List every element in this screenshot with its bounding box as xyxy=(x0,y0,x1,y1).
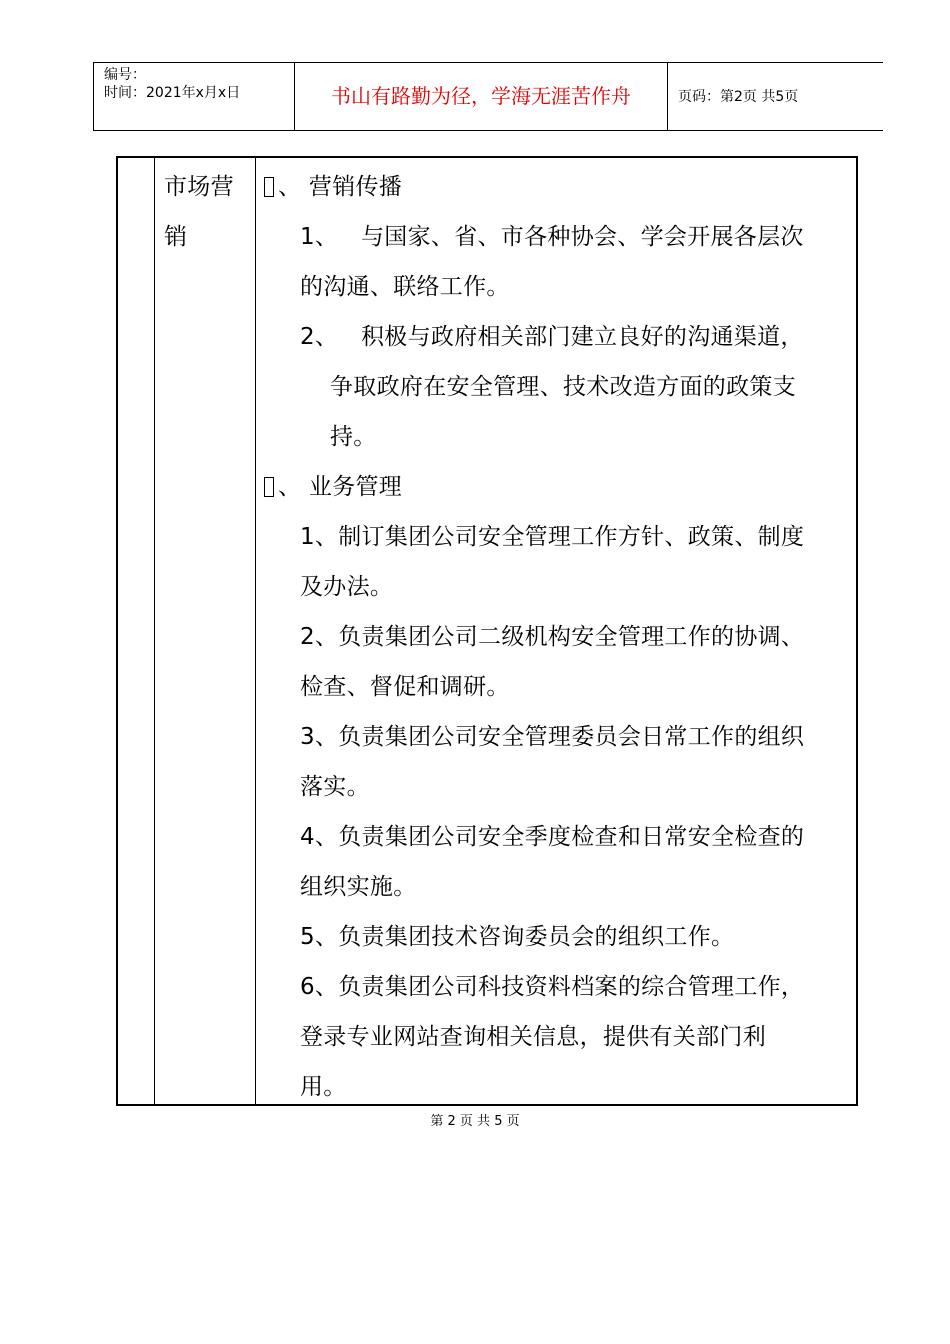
list-item-line: 用。 xyxy=(300,1074,347,1100)
list-item-line: 积极与政府相关部门建立良好的沟通渠道， xyxy=(361,324,804,350)
list-item-line: 的沟通、联络工作。 xyxy=(300,274,510,300)
table-column-divider xyxy=(154,158,155,1104)
header-meta-cell xyxy=(93,63,295,130)
list-item-line: 1、制订集团公司安全管理工作方针、政策、制度 xyxy=(300,524,805,550)
list-item-line: 3、负责集团公司安全管理委员会日常工作的组织 xyxy=(300,724,805,750)
list-item-number: 1、 xyxy=(300,224,339,250)
list-item-line: 组织实施。 xyxy=(300,874,417,900)
header-page-cell xyxy=(668,63,883,130)
list-item-line: 及办法。 xyxy=(300,574,394,600)
missing-glyph-box-icon xyxy=(264,477,274,497)
list-item-line: 4、负责集团公司安全季度检查和日常安全检查的 xyxy=(300,824,805,850)
section-title-text: 、 营销传播 xyxy=(278,174,403,200)
list-item-line: 落实。 xyxy=(300,774,370,800)
list-item-line: 与国家、省、市各种协会、学会开展各层次 xyxy=(361,224,804,250)
list-item-line: 登录专业网站查询相关信息，提供有关部门利 xyxy=(300,1024,766,1050)
list-item-line: 5、负责集团技术咨询委员会的组织工作。 xyxy=(300,924,735,950)
table-column-divider xyxy=(255,158,256,1104)
document-number-label: 编号： xyxy=(104,67,146,83)
page-header xyxy=(93,62,883,131)
list-item-line: 2、负责集团公司二级机构安全管理工作的协调、 xyxy=(300,624,805,650)
category-label-line2: 销 xyxy=(164,224,188,250)
category-label-line1: 市场营 xyxy=(164,174,234,200)
missing-glyph-box-icon xyxy=(264,177,274,197)
section-title-marketing xyxy=(264,172,402,202)
page-footer: 第 2 页 共 5 页 xyxy=(430,1114,520,1129)
header-motto-cell xyxy=(295,63,668,130)
section-title-text: 、 业务管理 xyxy=(278,474,403,500)
list-item-line: 持。 xyxy=(330,424,377,450)
section-title-business xyxy=(264,472,402,502)
document-time-label: 时间：2021年x月x日 xyxy=(104,85,241,101)
list-item-number: 2、 xyxy=(300,324,339,350)
list-item-line: 6、负责集团公司科技资料档案的综合管理工作， xyxy=(300,974,805,1000)
duty-table xyxy=(116,156,858,1106)
header-page-label: 页码：第2页 共5页 xyxy=(678,89,799,105)
list-item-line: 检查、督促和调研。 xyxy=(300,674,510,700)
header-motto: 书山有路勤为径，学海无涯苦作舟 xyxy=(331,84,631,108)
list-item-line: 争取政府在安全管理、技术改造方面的政策支 xyxy=(330,374,796,400)
